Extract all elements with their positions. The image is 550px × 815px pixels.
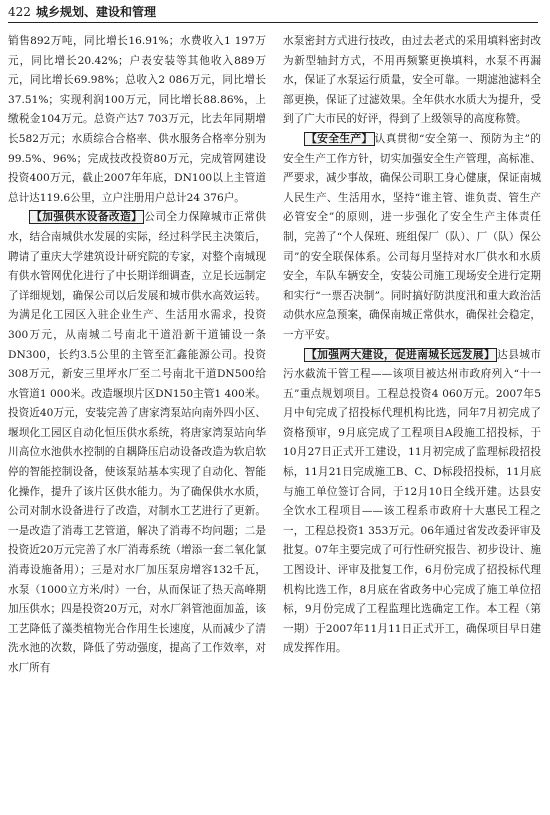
section-safety-production bbox=[283, 130, 541, 346]
section-body: 认真贯彻“安全第一、预防为主”的安全生产工作方针，切实加强安全生产管理，高标准、严要求，减少事故，确保公司职工身心健康，保证南城人民生产、生活用水，坚持“谁主管、谁负责、管生产必管安全”的原则，进一步强化了安全生产主体责任制，完善了“个人保班、班组保厂（队）、厂（队）保公司”的安全联保体系。公司每月坚持对水厂供水和水质安全，车队车辆安全，安装公司施工现场安全进行定期和实行“一票否决制”。同时搞好防洪度汛和重大政治活动供水应急预案，确保南城正常供水，确保社会稳定，一方平安。 bbox=[283, 132, 541, 341]
section-body: 达县城市污水截流干管工程——该项目被达州市政府列入“十一五”重点规划项目。工程总投资4 060万元。2007年5月中旬完成了招投标代理机构比选，同年7月初完成了资格预审，9月底完成了工程项目A段施工招投标，于10月27日正式开工建设，11月初完成了监理标段招投标，11月21日完成施工B、C、D标段招投标，11月底与施工单位签订合同，于12月10日全线开建。达县安全饮水工程项目——该工程系市政府十大惠民工程之一，工程总投资1 353万元。06年通过省发改委评审及批复。07年主要完成了可行性研究报告、初步设计、施工图设计、评审及批复工作，6月份完成了招投标代理机构比选工作，8月底在省政务中心完成了施工单位招标，9月份完成了工程监理比选确定工作。本工程（第一期）于2007年11月11日正式开工，确保项目早日建成发挥作用。 bbox=[283, 348, 541, 655]
page-number: 422 bbox=[8, 5, 31, 19]
page-header bbox=[8, 4, 538, 23]
right-column bbox=[283, 32, 541, 807]
running-title: 城乡规划、建设和管理 bbox=[36, 5, 157, 19]
section-heading: 【安全生产】 bbox=[306, 132, 373, 145]
section-equipment-upgrade bbox=[8, 208, 266, 678]
section-heading: 【加强两大建设，促进南城长远发展】 bbox=[306, 348, 496, 361]
paragraph-sales-summary: 销售892万吨，同比增长16.91%；水费收入1 197万元，同比增长20.42%；户表安装等其他收入889万元，同比增长69.98%；总收入2 086万元，同比增长37.51%；实现利润100万元，同比增长88.86%，上缴税金104万元。总资产达7 703万元，比去年同期增长582万元；水质综合合格率、供水服务合格率分别为99.5%、96%；完成技改投资80万元，完成管网建设投资400万元，截止2007年年底，DN100以上主管道总计达119.6公里，立户注册用户总计24 376户。 bbox=[8, 35, 266, 204]
paragraph-pump-retrofit: 水泵密封方式进行技改，由过去老式的采用填料密封改为新型轴封方式，不用再频繁更换填料，水泵不再漏水，保证了水泵运行质量，安全可靠。一期滤池滤料全部更换，保证了过滤效果。全年供水水质大为提升，受到了广大市民的好评，得到了上级领导的高度称赞。 bbox=[283, 35, 541, 126]
section-two-projects bbox=[283, 346, 541, 660]
section-body: 公司全力保障城市正常供水，结合南城供水发展的实际，经过科学民主决策后，聘请了重庆大学建筑设计研究院的专家，对整个南城现有供水管网优化进行了中长期详细调查，立足长远制定了详细规划，确保公司以后发展和城市供水高效运转。为满足化工园区入驻企业生产、生活用水需求，投资300万元，从南城二号南北干道沿新干道铺设一条DN300，长约3.5公里的主管至汇鑫能源公司。投资308万元，新安三里坪水厂至二号南北干道DN500给水管道1 000米。改造堰坝片区DN150主管1 400米。投资近40万元，安装完善了唐家湾泵站向南外四小区、堰坝化工园区自动化恒压供水系统，将唐家湾泵站向华川高位水池供水控制的自耦降压启动设备改造为软启软停的智能控制设备，使该泵站基本实现了自动化、智能化操作，提升了该片区供水能力。为了确保供水水质，公司对制水设备进行了改造，对制水工艺进行了更新。一是改造了消毒工艺管道，解决了消毒不均问题；二是投资近20万元完善了水厂消毒系统（增添一套二氧化氯消毒设施备用）；三是对水厂加压泵房增容132千瓦，水泵（1000立方米/时）一台，从而保证了热天高峰期加压供水；四是投资20万元，对水厂斜管池面加盖，该工艺降低了藻类植物光合作用生长速度，从而减少了清洗水池的次数，降低了劳动强度，提高了工作效率，对水厂所有 bbox=[8, 211, 266, 674]
section-heading: 【加强供水设备改造】 bbox=[31, 211, 143, 224]
left-column bbox=[8, 32, 266, 807]
